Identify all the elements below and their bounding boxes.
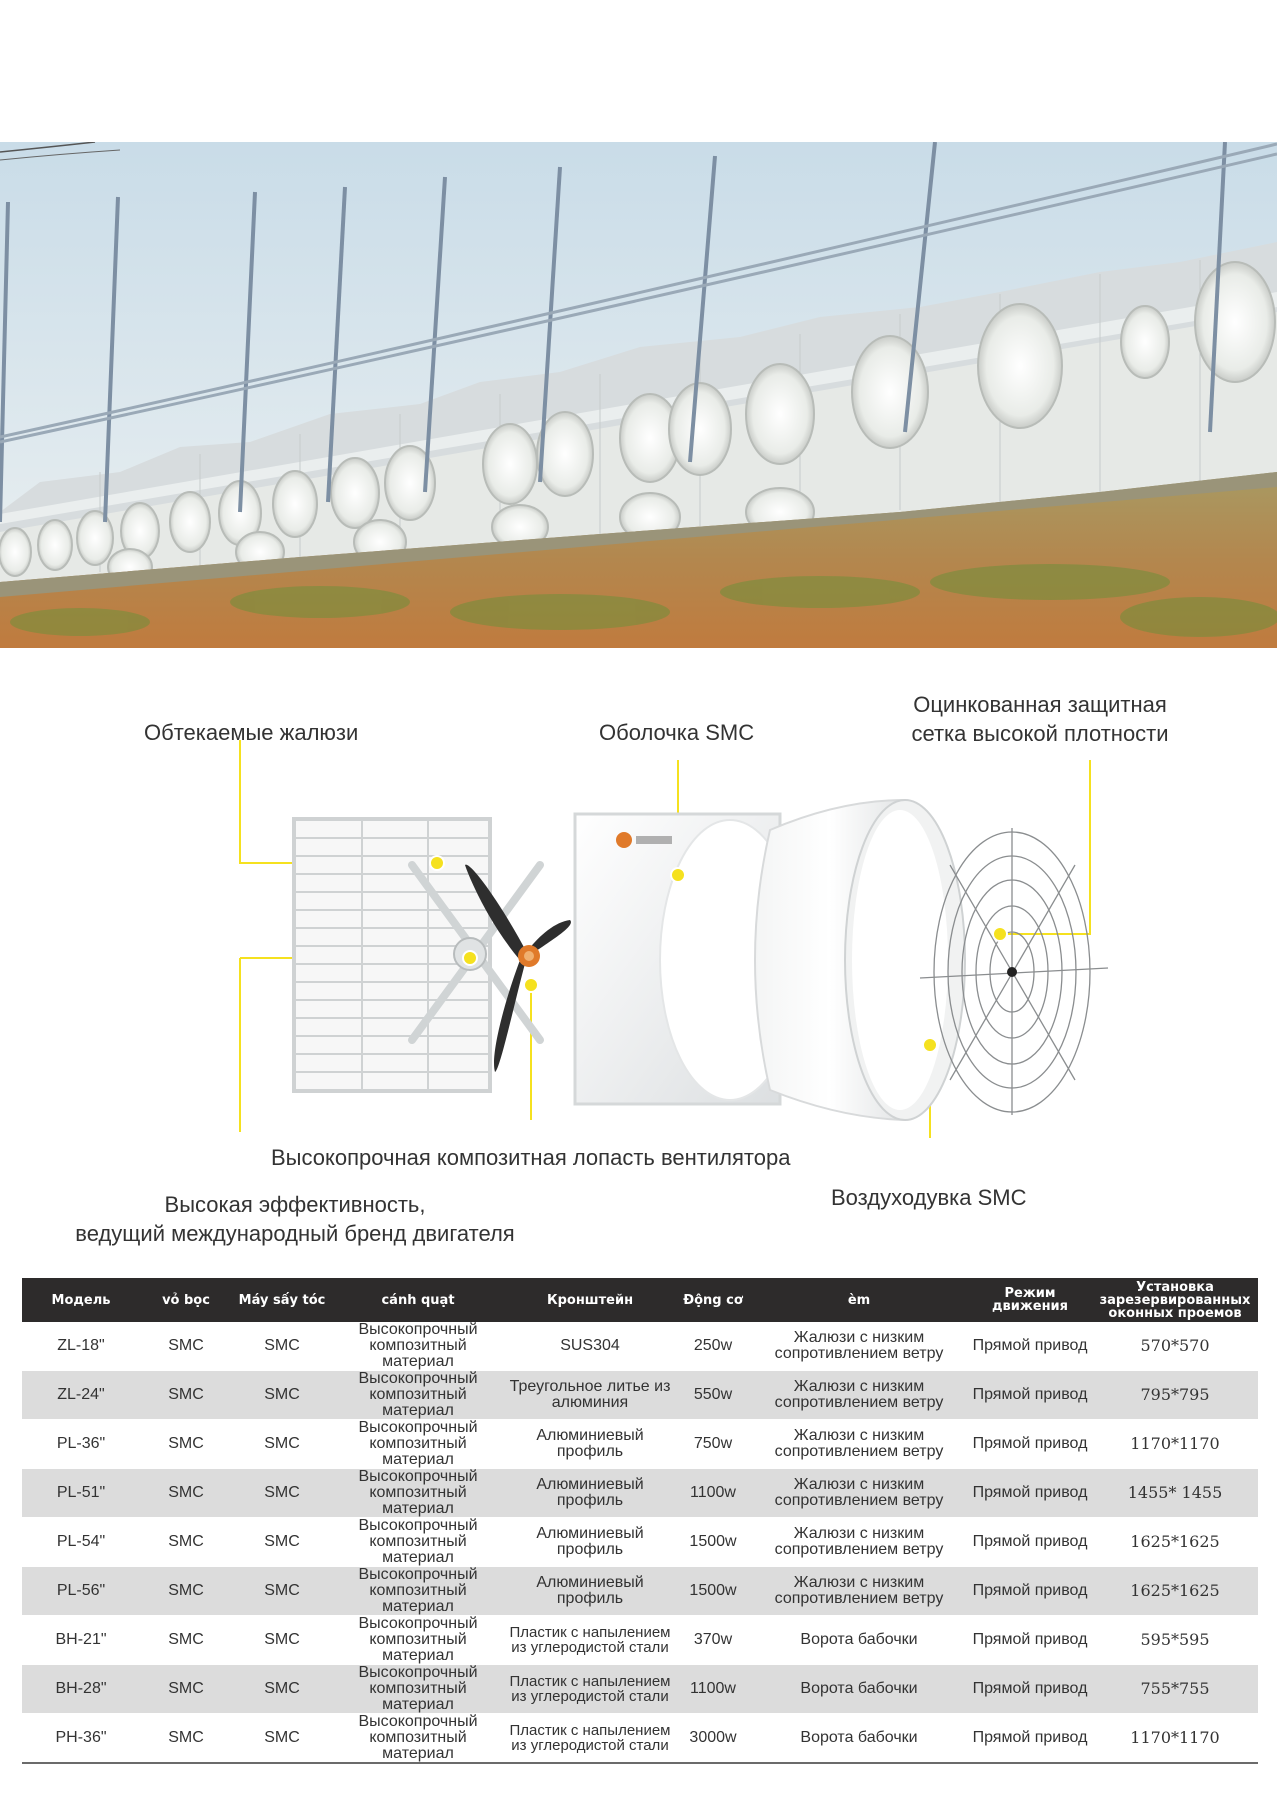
header-louver: èm [750,1278,968,1322]
table-row [22,1714,1258,1764]
label-smc-shell: Оболочка SMC [599,720,755,745]
label-smc-cone: Воздуходувка SMC [831,1185,1027,1210]
cell-bracket: Алюминиевый профиль [504,1567,676,1616]
cell-model: ZL-24" [22,1371,140,1420]
cell-opening-size: 1625*1625 [1092,1518,1258,1567]
cell-blower: SMC [232,1469,332,1518]
cell-drive-mode: Прямой привод [968,1567,1092,1616]
cell-opening-size: 1170*1170 [1092,1714,1258,1764]
cell-motor: 550w [676,1371,750,1420]
label-motor-line1: Высокая эффективность, [164,1192,426,1217]
cell-model: PH-36" [22,1714,140,1764]
cell-opening-size: 1170*1170 [1092,1420,1258,1469]
cell-bracket: Пластик с напылением из углеродистой стали [504,1616,676,1665]
header-blade: cánh quạt [332,1278,504,1322]
cell-blade: Высокопрочный композитный материал [332,1322,504,1371]
table-row [22,1469,1258,1518]
cell-motor: 370w [676,1616,750,1665]
cell-model: ZL-18" [22,1322,140,1371]
label-grille-line1: Оцинкованная защитная [913,692,1167,717]
cell-drive-mode: Прямой привод [968,1714,1092,1764]
cell-bracket: Алюминиевый профиль [504,1420,676,1469]
cell-opening-size: 570*570 [1092,1322,1258,1371]
cell-opening-size: 1625*1625 [1092,1567,1258,1616]
cell-bracket: Треугольное литье из алюминия [504,1371,676,1420]
table-header-row [22,1278,1258,1322]
cell-opening-size: 755*755 [1092,1665,1258,1714]
cell-motor: 1500w [676,1518,750,1567]
cell-model: BH-21" [22,1616,140,1665]
header-housing: vỏ bọc [140,1278,232,1322]
cell-blade: Высокопрочный композитный материал [332,1518,504,1567]
cell-drive-mode: Прямой привод [968,1371,1092,1420]
cell-blade: Высокопрочный композитный материал [332,1567,504,1616]
cell-blade: Высокопрочный композитный материал [332,1420,504,1469]
header-drive-mode: Режим движения [968,1278,1092,1322]
cell-blower: SMC [232,1714,332,1764]
cell-blade: Высокопрочный композитный материал [332,1616,504,1665]
cell-housing: SMC [140,1714,232,1764]
cell-louver: Ворота бабочки [750,1616,968,1665]
label-grille-line2: сетка высокой плотности [911,721,1169,746]
smc-cone-illustration [755,800,965,1120]
cell-drive-mode: Прямой привод [968,1616,1092,1665]
label-motor [50,1190,540,1248]
cell-bracket: Пластик с напылением из углеродистой стали [504,1665,676,1714]
table-row [22,1616,1258,1665]
cell-opening-size: 1455* 1455 [1092,1469,1258,1518]
cell-model: PL-56" [22,1567,140,1616]
cell-drive-mode: Прямой привод [968,1420,1092,1469]
cell-bracket: Алюминиевый профиль [504,1469,676,1518]
cell-blade: Высокопрочный композитный материал [332,1469,504,1518]
table-row [22,1322,1258,1371]
cell-housing: SMC [140,1371,232,1420]
cell-motor: 1500w [676,1567,750,1616]
header-blower: Máy sấy tóc [232,1278,332,1322]
cell-louver: Жалюзи с низким сопротивлением ветру [750,1322,968,1371]
louver-frame-illustration [294,819,540,1091]
cell-motor: 250w [676,1322,750,1371]
header-motor: Động cơ [676,1278,750,1322]
cell-blower: SMC [232,1420,332,1469]
label-louvers: Обтекаемые жалюзи [144,720,359,745]
header-model: Модель [22,1278,140,1322]
cell-housing: SMC [140,1567,232,1616]
cell-motor: 1100w [676,1469,750,1518]
cell-drive-mode: Прямой привод [968,1518,1092,1567]
cell-blade: Высокопрочный композитный материал [332,1714,504,1764]
fan-component-diagram [0,660,1277,1260]
cell-housing: SMC [140,1518,232,1567]
table-row [22,1665,1258,1714]
cell-housing: SMC [140,1322,232,1371]
label-grille [900,690,1180,748]
cell-motor: 1100w [676,1665,750,1714]
specification-table [22,1278,1258,1764]
cell-blower: SMC [232,1665,332,1714]
cell-blower: SMC [232,1567,332,1616]
cell-louver: Жалюзи с низким сопротивлением ветру [750,1518,968,1567]
cell-drive-mode: Прямой привод [968,1322,1092,1371]
cell-model: PL-36" [22,1420,140,1469]
cell-louver: Жалюзи с низким сопротивлением ветру [750,1469,968,1518]
label-fan-blade: Высокопрочная композитная лопасть вентилятора [271,1145,791,1170]
cell-louver: Жалюзи с низким сопротивлением ветру [750,1420,968,1469]
cell-motor: 3000w [676,1714,750,1764]
hero-photo-poultry-houses [0,142,1277,648]
table-row [22,1420,1258,1469]
header-bracket: Кронштейн [504,1278,676,1322]
cell-model: PL-54" [22,1518,140,1567]
cell-model: PL-51" [22,1469,140,1518]
cell-opening-size: 795*795 [1092,1371,1258,1420]
cell-drive-mode: Прямой привод [968,1469,1092,1518]
cell-blade: Высокопрочный композитный материал [332,1371,504,1420]
table-row [22,1567,1258,1616]
cell-bracket: Пластик с напылением из углеродистой стали [504,1714,676,1764]
table-row [22,1371,1258,1420]
cell-opening-size: 595*595 [1092,1616,1258,1665]
cell-housing: SMC [140,1420,232,1469]
cell-housing: SMC [140,1469,232,1518]
label-motor-line2: ведущий международный бренд двигателя [75,1221,515,1246]
cell-housing: SMC [140,1616,232,1665]
cell-drive-mode: Прямой привод [968,1665,1092,1714]
hero-photo-illustration [0,142,1277,648]
cell-blower: SMC [232,1322,332,1371]
cell-blade: Высокопрочный композитный материал [332,1665,504,1714]
header-opening-size: Установка зарезервированных оконных проемов [1092,1278,1258,1322]
cell-louver: Ворота бабочки [750,1714,968,1764]
table-row [22,1518,1258,1567]
cell-motor: 750w [676,1420,750,1469]
cell-louver: Ворота бабочки [750,1665,968,1714]
cell-bracket: SUS304 [504,1322,676,1371]
cell-model: BH-28" [22,1665,140,1714]
cell-housing: SMC [140,1665,232,1714]
cell-blower: SMC [232,1616,332,1665]
cell-blower: SMC [232,1371,332,1420]
cell-blower: SMC [232,1518,332,1567]
cell-louver: Жалюзи с низким сопротивлением ветру [750,1567,968,1616]
cell-bracket: Алюминиевый профиль [504,1518,676,1567]
cell-louver: Жалюзи с низким сопротивлением ветру [750,1371,968,1420]
